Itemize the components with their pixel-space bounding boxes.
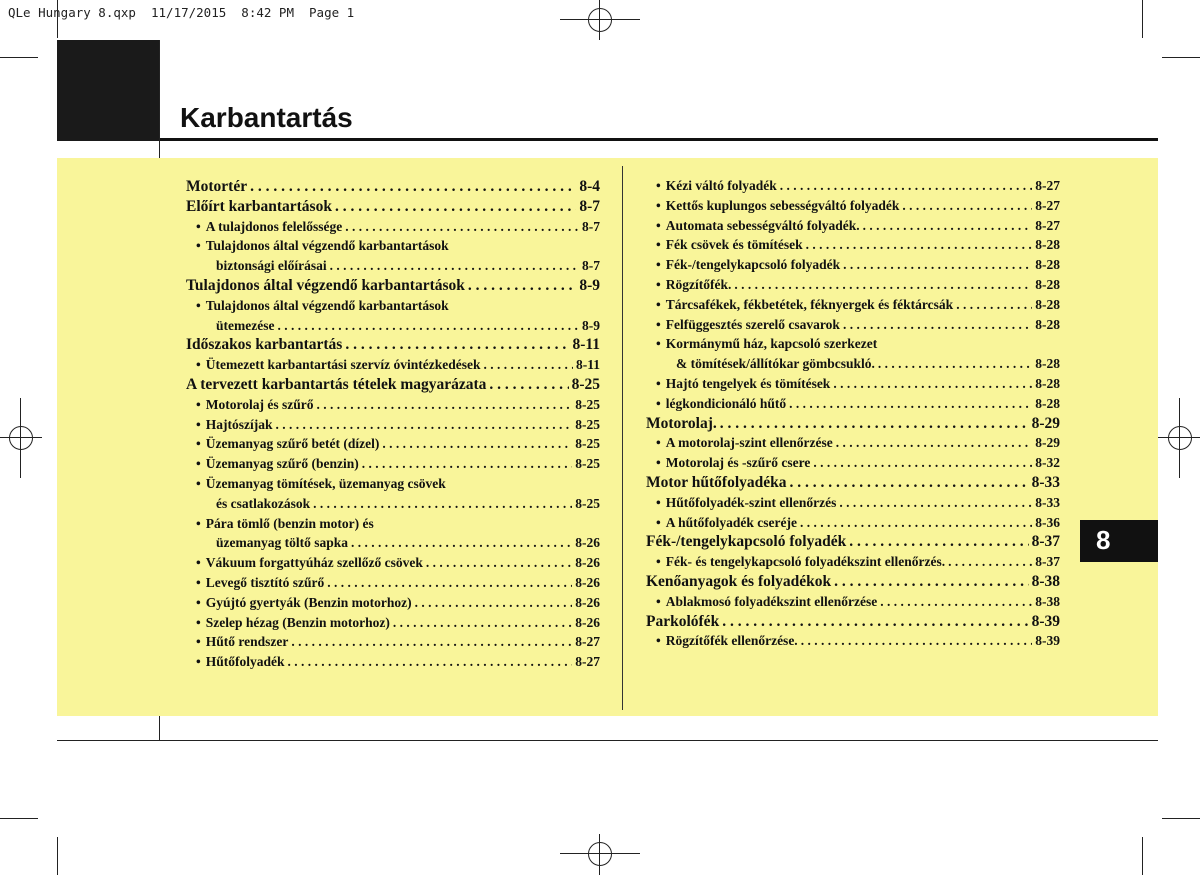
toc-subentry bbox=[186, 632, 600, 652]
toc-subentry bbox=[186, 217, 600, 237]
toc-subentry bbox=[186, 296, 600, 316]
toc-page-number: 8-26 bbox=[575, 555, 600, 571]
dot-leader bbox=[836, 433, 1033, 453]
bullet-icon: • bbox=[196, 396, 201, 412]
toc-subentry bbox=[646, 216, 1060, 236]
bullet-icon: • bbox=[656, 514, 661, 530]
bullet-icon: • bbox=[656, 435, 661, 451]
bullet-icon: • bbox=[196, 594, 201, 610]
toc-page-number: 8-9 bbox=[582, 317, 600, 333]
toc-subentry bbox=[186, 474, 600, 494]
toc-entry-label-continuation: és csatlakozások bbox=[216, 495, 311, 511]
toc-entry-label: A hűtőfolyadék cseréje bbox=[665, 514, 797, 530]
toc-page-number: 8-4 bbox=[579, 178, 600, 195]
dot-leader bbox=[843, 315, 1032, 335]
toc-page-number: 8-29 bbox=[1031, 414, 1060, 432]
toc-left-column bbox=[186, 177, 600, 672]
toc-entry-label: Felfüggesztés szerelő csavarok bbox=[665, 316, 840, 332]
toc-entry-label: Levegő tisztító szűrő bbox=[205, 574, 325, 590]
dot-leader bbox=[330, 256, 579, 276]
toc-entry-label: Ütemezett karbantartási szervíz óvintézkedések bbox=[205, 357, 481, 373]
registration-mark-top-icon bbox=[560, 0, 640, 42]
toc-subentry bbox=[646, 394, 1060, 414]
toc-subentry bbox=[646, 255, 1060, 275]
toc-page-number: 8-26 bbox=[575, 535, 600, 551]
dot-leader bbox=[780, 176, 1033, 196]
toc-page-number: 8-39 bbox=[1031, 612, 1060, 630]
toc-page-number: 8-28 bbox=[1035, 276, 1060, 292]
dot-leader bbox=[327, 573, 572, 593]
toc-subentry bbox=[646, 433, 1060, 453]
bullet-icon: • bbox=[656, 554, 661, 570]
dot-leader bbox=[468, 276, 576, 296]
dot-leader bbox=[250, 177, 576, 197]
registration-mark-right-icon bbox=[1158, 398, 1200, 478]
toc-page-number: 8-7 bbox=[582, 258, 600, 274]
toc-entry-label-continuation: & tömítések/állítókar gömbcsukló. bbox=[676, 356, 875, 372]
toc-page-number: 8-11 bbox=[575, 357, 600, 373]
toc-subentry bbox=[646, 315, 1060, 335]
toc-entry-label: Fék-/tengelykapcsoló folyadék bbox=[646, 533, 847, 551]
toc-subentry-continuation bbox=[186, 316, 600, 336]
bullet-icon: • bbox=[656, 178, 661, 193]
toc-subentry-continuation bbox=[186, 494, 600, 514]
toc-page-number: 8-39 bbox=[1035, 633, 1060, 649]
footer-rule bbox=[57, 740, 1158, 741]
toc-entry-label: Tulajdonos által végzendő karbantartások bbox=[205, 238, 449, 254]
bullet-icon: • bbox=[656, 237, 661, 253]
toc-entry-label-continuation: üzemanyag töltő sapka bbox=[216, 535, 349, 551]
toc-page-number: 8-27 bbox=[575, 634, 600, 650]
toc-entry bbox=[646, 532, 1060, 552]
toc-entry-label: Pára tömlő (benzin motor) és bbox=[205, 515, 374, 531]
toc-page-number: 8-28 bbox=[1035, 375, 1060, 391]
dot-leader bbox=[484, 355, 573, 375]
toc-entry bbox=[186, 375, 600, 395]
bullet-icon: • bbox=[656, 276, 661, 292]
toc-subentry bbox=[646, 513, 1060, 533]
bullet-icon: • bbox=[196, 238, 201, 254]
toc-subentry bbox=[186, 613, 600, 633]
toc-subentry bbox=[186, 573, 600, 593]
dot-leader bbox=[351, 533, 572, 553]
toc-entry-label: Hűtőfolyadék-szint ellenőrzés bbox=[665, 494, 837, 510]
toc-subentry bbox=[646, 295, 1060, 315]
toc-page-number: 8-28 bbox=[1035, 316, 1060, 332]
toc-entry-label: Tulajdonos által végzendő karbantartások bbox=[205, 297, 449, 313]
toc-page-number: 8-26 bbox=[575, 594, 600, 610]
dot-leader bbox=[880, 592, 1032, 612]
bullet-icon: • bbox=[196, 574, 201, 590]
toc-subentry bbox=[646, 374, 1060, 394]
toc-entry-label: Tárcsafékek, fékbetétek, féknyergek és féktárcsák bbox=[665, 296, 954, 312]
toc-entry-label: Előírt karbantartások bbox=[186, 197, 332, 215]
toc-page-number: 8-26 bbox=[575, 614, 600, 630]
toc-entry-label: Üzemanyag szűrő (benzin) bbox=[205, 456, 359, 472]
dot-leader bbox=[722, 612, 1028, 632]
registration-mark-bottom-icon bbox=[560, 834, 640, 875]
bullet-icon: • bbox=[196, 614, 201, 630]
dot-leader bbox=[345, 335, 569, 355]
toc-subentry-continuation bbox=[186, 533, 600, 553]
toc-entry-label: A motorolaj-szint ellenőrzése bbox=[665, 435, 833, 451]
toc-subentry bbox=[646, 334, 1060, 354]
toc-entry-label: Időszakos karbantartás bbox=[186, 336, 343, 354]
toc-page-number: 8-37 bbox=[1031, 533, 1060, 551]
dot-leader bbox=[316, 395, 572, 415]
dot-leader bbox=[382, 434, 572, 454]
dot-leader bbox=[956, 295, 1032, 315]
dot-leader bbox=[834, 572, 1028, 592]
dot-leader bbox=[813, 453, 1032, 473]
crop-mark-bottom-right-h bbox=[1162, 818, 1200, 819]
toc-entry-label: Szelep hézag (Benzin motorhoz) bbox=[205, 614, 390, 630]
toc-entry bbox=[646, 612, 1060, 632]
toc-page-number: 8-28 bbox=[1035, 356, 1060, 372]
toc-entry-label-continuation: ütemezése bbox=[216, 317, 275, 333]
toc-page-number: 8-25 bbox=[575, 495, 600, 511]
toc-page-number: 8-25 bbox=[575, 456, 600, 472]
toc-entry-label: Hűtő rendszer bbox=[205, 634, 289, 650]
bullet-icon: • bbox=[656, 593, 661, 609]
registration-mark-left-icon bbox=[0, 398, 42, 478]
crop-mark-top-left-h bbox=[0, 57, 38, 58]
bullet-icon: • bbox=[656, 633, 661, 649]
toc-subentry bbox=[186, 514, 600, 534]
crop-mark-top-right-h bbox=[1162, 57, 1200, 58]
bullet-icon: • bbox=[656, 257, 661, 273]
toc-page-number: 8-27 bbox=[1035, 197, 1060, 213]
toc-subentry-continuation bbox=[646, 354, 1060, 374]
toc-page-number: 8-26 bbox=[575, 574, 600, 590]
toc-subentry bbox=[186, 652, 600, 672]
toc-subentry bbox=[186, 593, 600, 613]
toc-page-number: 8-29 bbox=[1035, 435, 1060, 451]
toc-page-number: 8-25 bbox=[575, 436, 600, 452]
toc-entry bbox=[186, 335, 600, 355]
dot-leader bbox=[345, 217, 579, 237]
toc-entry-label: Gyújtó gyertyák (Benzin motorhoz) bbox=[205, 594, 412, 610]
toc-page-number: 8-27 bbox=[575, 654, 600, 670]
toc-page-number: 8-11 bbox=[572, 336, 600, 354]
dot-leader bbox=[878, 354, 1032, 374]
toc-entry-label: Hűtőfolyadék bbox=[205, 654, 285, 670]
toc-subentry bbox=[646, 275, 1060, 295]
toc-entry-label: Fék csövek és tömítések bbox=[665, 237, 803, 253]
dot-leader bbox=[806, 235, 1033, 255]
toc-subentry bbox=[646, 176, 1060, 196]
bullet-icon: • bbox=[656, 217, 661, 233]
toc-entry-label: Motorolaj és -szűrő csere bbox=[665, 455, 811, 471]
toc-subentry bbox=[186, 553, 600, 573]
toc-subentry bbox=[646, 592, 1060, 612]
toc-entry-label: Üzemanyag tömítések, üzemanyag csövek bbox=[205, 475, 446, 491]
bullet-icon: • bbox=[196, 357, 201, 373]
toc-entry-label: A tulajdonos felelőssége bbox=[205, 218, 343, 234]
toc-subentry bbox=[646, 453, 1060, 473]
toc-page-number: 8-25 bbox=[575, 416, 600, 432]
crop-mark-bottom-left-v bbox=[57, 837, 58, 875]
chapter-tab bbox=[1080, 520, 1158, 562]
bullet-icon: • bbox=[196, 297, 201, 313]
toc-entry-label: Kettős kuplungos sebességváltó folyadék bbox=[665, 197, 900, 213]
dot-leader bbox=[734, 275, 1032, 295]
toc-entry-label: Kézi váltó folyadék bbox=[665, 178, 777, 193]
toc-page-number: 8-25 bbox=[575, 396, 600, 412]
dot-leader bbox=[948, 552, 1032, 572]
toc-entry-label: Üzemanyag szűrő betét (dízel) bbox=[205, 436, 380, 452]
dot-leader bbox=[839, 493, 1032, 513]
bullet-icon: • bbox=[656, 296, 661, 312]
toc-entry-label: Ablakmosó folyadékszint ellenőrzése bbox=[665, 593, 878, 609]
crop-mark-bottom-right-v bbox=[1142, 837, 1143, 875]
toc-right-column bbox=[646, 176, 1060, 651]
toc-page-number: 8-38 bbox=[1035, 593, 1060, 609]
toc-subentry bbox=[186, 355, 600, 375]
dot-leader bbox=[415, 593, 573, 613]
toc-page-number: 8-32 bbox=[1035, 455, 1060, 471]
bullet-icon: • bbox=[196, 515, 201, 531]
bullet-icon: • bbox=[656, 494, 661, 510]
toc-subentry bbox=[646, 631, 1060, 651]
dot-leader bbox=[800, 513, 1032, 533]
toc-entry-label: Hajtó tengelyek és tömítések bbox=[665, 375, 831, 391]
dot-leader bbox=[843, 255, 1032, 275]
toc-entry bbox=[646, 473, 1060, 493]
toc-subentry bbox=[186, 434, 600, 454]
toc-entry-label-continuation: biztonsági előírásai bbox=[216, 258, 327, 274]
toc-entry-label: Kormánymű ház, kapcsoló szerkezet bbox=[665, 336, 878, 352]
toc-page-number: 8-7 bbox=[582, 218, 600, 234]
title-rule bbox=[160, 138, 1158, 141]
toc-entry-label: Vákuum forgattyúház szellőző csövek bbox=[205, 555, 423, 571]
toc-entry-label: Fék- és tengelykapcsoló folyadékszint ellenőrzés. bbox=[665, 554, 946, 570]
toc-subentry bbox=[186, 415, 600, 435]
dot-leader bbox=[275, 415, 572, 435]
toc-page-number: 8-33 bbox=[1035, 494, 1060, 510]
toc-entry bbox=[186, 197, 600, 217]
toc-entry-label: Motor hűtőfolyadéka bbox=[646, 473, 787, 491]
toc-entry bbox=[186, 276, 600, 296]
chapter-tab-number: 8 bbox=[1096, 525, 1111, 555]
toc-page-number: 8-28 bbox=[1035, 296, 1060, 312]
column-divider bbox=[622, 166, 623, 710]
toc-page-number: 8-25 bbox=[571, 375, 600, 393]
toc-page-number: 8-28 bbox=[1035, 395, 1060, 411]
dot-leader bbox=[393, 613, 572, 633]
toc-subentry bbox=[186, 454, 600, 474]
toc-page-number: 8-36 bbox=[1035, 514, 1060, 530]
dot-leader bbox=[288, 652, 573, 672]
page-title: Karbantartás bbox=[180, 102, 353, 133]
toc-entry-label: Tulajdonos által végzendő karbantartások bbox=[186, 276, 465, 294]
dot-leader bbox=[720, 414, 1029, 434]
toc-page-number: 8-27 bbox=[1035, 217, 1060, 233]
bullet-icon: • bbox=[196, 436, 201, 452]
bullet-icon: • bbox=[656, 375, 661, 391]
dot-leader bbox=[335, 197, 576, 217]
toc-subentry bbox=[646, 493, 1060, 513]
toc-entry-label: Kenőanyagok és folyadékok bbox=[646, 572, 832, 590]
bullet-icon: • bbox=[656, 197, 661, 213]
toc-entry-label: Hajtószíjak bbox=[205, 416, 273, 432]
dot-leader bbox=[489, 375, 568, 395]
dot-leader bbox=[313, 494, 572, 514]
bullet-icon: • bbox=[196, 654, 201, 670]
bullet-icon: • bbox=[196, 456, 201, 472]
toc-subentry bbox=[646, 552, 1060, 572]
chapter-header-block bbox=[57, 40, 160, 141]
bullet-icon: • bbox=[196, 555, 201, 571]
toc-entry-label: Rögzítőfék. bbox=[665, 276, 732, 292]
toc-entry-label: légkondicionáló hűtő bbox=[665, 395, 787, 411]
toc-page-number: 8-37 bbox=[1035, 554, 1060, 570]
toc-page-number: 8-7 bbox=[579, 197, 600, 215]
toc-page-number: 8-28 bbox=[1035, 237, 1060, 253]
crop-mark-top-right-v bbox=[1142, 0, 1143, 38]
bullet-icon: • bbox=[196, 475, 201, 491]
crop-mark-bottom-left-h bbox=[0, 818, 38, 819]
dot-leader bbox=[426, 553, 572, 573]
dot-leader bbox=[277, 316, 579, 336]
bullet-icon: • bbox=[196, 416, 201, 432]
toc-entry-label: Motorolaj és szűrő bbox=[205, 396, 314, 412]
toc-page-number: 8-9 bbox=[579, 276, 600, 294]
dot-leader bbox=[833, 374, 1032, 394]
bullet-icon: • bbox=[196, 634, 201, 650]
toc-page-number: 8-33 bbox=[1031, 473, 1060, 491]
toc-entry-label: Rögzítőfék ellenőrzése. bbox=[665, 633, 798, 649]
toc-entry-label: Parkolófék bbox=[646, 612, 720, 630]
bullet-icon: • bbox=[656, 395, 661, 411]
dot-leader bbox=[789, 394, 1032, 414]
toc-subentry bbox=[186, 395, 600, 415]
dot-leader bbox=[801, 631, 1033, 651]
bullet-icon: • bbox=[656, 455, 661, 471]
toc-subentry bbox=[186, 236, 600, 256]
bullet-icon: • bbox=[656, 316, 661, 332]
dot-leader bbox=[849, 532, 1028, 552]
toc-subentry bbox=[646, 235, 1060, 255]
toc-entry-label: Motorolaj. bbox=[646, 414, 717, 432]
toc-entry bbox=[646, 414, 1060, 434]
toc-entry bbox=[646, 572, 1060, 592]
toc-entry-label: A tervezett karbantartás tételek magyarázata bbox=[186, 375, 487, 393]
dot-leader bbox=[790, 473, 1029, 493]
toc-entry-label: Automata sebességváltó folyadék. bbox=[665, 217, 860, 233]
toc-entry-label: Fék-/tengelykapcsoló folyadék bbox=[665, 257, 841, 273]
dot-leader bbox=[362, 454, 573, 474]
dot-leader bbox=[863, 216, 1033, 236]
toc-page-number: 8-28 bbox=[1035, 257, 1060, 273]
dot-leader bbox=[291, 632, 572, 652]
toc-subentry-continuation bbox=[186, 256, 600, 276]
bullet-icon: • bbox=[656, 336, 661, 352]
toc-subentry bbox=[646, 196, 1060, 216]
toc-entry-label: Motortér bbox=[186, 178, 248, 195]
bullet-icon: • bbox=[196, 218, 201, 234]
dot-leader bbox=[902, 196, 1032, 216]
toc-page-number: 8-27 bbox=[1035, 178, 1060, 193]
file-slug: QLe Hungary 8.qxp 11/17/2015 8:42 PM Page 1 bbox=[8, 5, 355, 20]
toc-entry bbox=[186, 177, 600, 197]
toc-page-number: 8-38 bbox=[1031, 572, 1060, 590]
